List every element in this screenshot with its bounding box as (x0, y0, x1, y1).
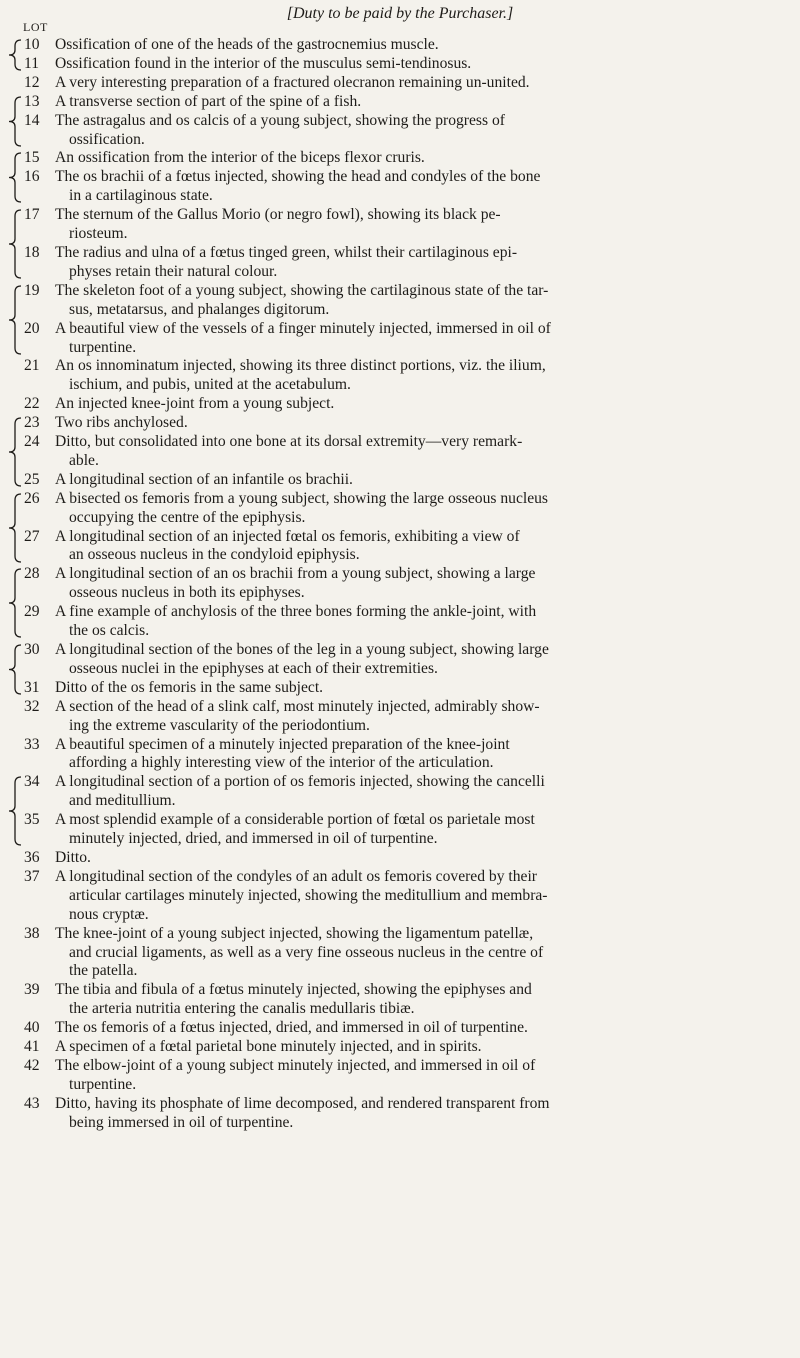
lot-description (55, 395, 775, 414)
lot-description (55, 36, 775, 55)
lot-number: 13 (24, 92, 40, 110)
lot-entry (0, 244, 800, 282)
lot-description (55, 868, 775, 925)
description-line: and meditullium. (69, 792, 176, 810)
description-line: The sternum of the Gallus Morio (or negro fowl), showing its black pe- (55, 206, 501, 224)
lot-description (55, 698, 775, 736)
lot-entry (0, 811, 800, 849)
description-line: The elbow-joint of a young subject minutely injected, and immersed in oil of (55, 1056, 536, 1074)
lot-number: 34 (24, 773, 40, 791)
lot-entry (0, 395, 800, 414)
description-line: A longitudinal section of an infantile os brachii. (55, 470, 353, 488)
description-line: being immersed in oil of turpentine. (69, 1113, 294, 1131)
lot-description (55, 565, 775, 603)
description-line: osseous nucleus in both its epiphyses. (69, 584, 305, 602)
lot-description (55, 773, 775, 811)
description-line: A longitudinal section of an os brachii from a young subject, showing a large (55, 565, 536, 583)
lot-description (55, 811, 775, 849)
description-line: ing the extreme vascularity of the periodontium. (69, 716, 370, 734)
grouping-brace (5, 152, 23, 203)
lot-entry (0, 112, 800, 150)
grouping-brace (5, 644, 23, 695)
lot-description (55, 1038, 775, 1057)
lot-description (55, 149, 775, 168)
description-line: A beautiful view of the vessels of a finger minutely injected, immersed in oil of (55, 319, 551, 337)
description-line: An ossification from the interior of the biceps flexor cruris. (55, 149, 425, 167)
lot-entry (0, 1038, 800, 1057)
lot-entry (0, 1057, 800, 1095)
grouping-brace (5, 285, 23, 355)
lot-description (55, 849, 775, 868)
lot-number: 17 (24, 206, 40, 224)
description-line: A longitudinal section of the bones of the leg in a young subject, showing large (55, 641, 549, 658)
lot-number: 38 (24, 924, 40, 942)
description-line: The knee-joint of a young subject injected, showing the ligamentum patellæ, (55, 924, 534, 942)
lot-number: 19 (24, 281, 40, 299)
lot-description (55, 168, 775, 206)
lot-number: 40 (24, 1019, 40, 1037)
lot-column-label: LOT (23, 20, 48, 34)
lot-description (55, 603, 775, 641)
lot-entry (0, 773, 800, 811)
description-line: the patella. (69, 962, 138, 980)
description-line: and crucial ligaments, as well as a very fine osseous nucleus in the centre of (69, 943, 544, 961)
lot-description (55, 1095, 775, 1133)
description-line: Ditto. (55, 848, 91, 866)
lot-entry (0, 471, 800, 490)
lot-description (55, 112, 775, 150)
description-line: osseous nuclei in the epiphyses at each of their extremities. (69, 659, 438, 677)
description-line: physes retain their natural colour. (69, 262, 278, 280)
lot-description (55, 981, 775, 1019)
lot-description (55, 925, 775, 982)
description-line: ossification. (69, 130, 145, 148)
lot-number: 39 (24, 981, 40, 999)
lot-number: 33 (24, 735, 40, 753)
lot-entry (0, 168, 800, 206)
lot-description (55, 244, 775, 282)
description-line: A specimen of a fœtal parietal bone minutely injected, and in spirits. (55, 1038, 482, 1056)
lot-description (55, 414, 775, 433)
lot-number: 25 (24, 470, 40, 488)
lot-number: 18 (24, 243, 40, 261)
description-line: Ossification found in the interior of the musculus semi-tendinosus. (55, 54, 472, 72)
lot-number: 35 (24, 811, 40, 829)
lot-entry (0, 698, 800, 736)
description-line: A bisected os femoris from a young subject, showing the large osseous nucleus (55, 489, 548, 507)
lot-entry (0, 603, 800, 641)
lot-description (55, 1019, 775, 1038)
lot-description (55, 736, 775, 774)
lot-description (55, 206, 775, 244)
lot-number: 12 (24, 73, 40, 91)
description-line: The astragalus and os calcis of a young subject, showing the progress of (55, 111, 505, 129)
description-line: An injected knee-joint from a young subject. (55, 395, 335, 413)
description-line: A most splendid example of a considerable portion of fœtal os parietale most (55, 811, 535, 829)
description-line: The skeleton foot of a young subject, showing the cartilaginous state of the tar- (55, 281, 549, 299)
page-header: [Duty to be paid by the Purchaser.] (286, 5, 514, 22)
lot-entry (0, 490, 800, 528)
lot-number: 28 (24, 565, 40, 583)
description-line: able. (69, 451, 99, 469)
description-line: Ossification of one of the heads of the gastrocnemius muscle. (55, 36, 439, 53)
description-line: nous cryptæ. (69, 905, 149, 923)
description-line: A longitudinal section of a portion of os femoris injected, showing the cancelli (55, 773, 545, 791)
grouping-brace (5, 96, 23, 147)
lot-number: 21 (24, 357, 40, 375)
lot-entry (0, 925, 800, 982)
lot-number: 29 (24, 603, 40, 621)
lot-description (55, 357, 775, 395)
lot-entry (0, 55, 800, 74)
lot-entry (0, 1019, 800, 1038)
lot-number: 10 (24, 36, 40, 53)
description-line: turpentine. (69, 1075, 137, 1093)
lot-description (55, 93, 775, 112)
grouping-brace (5, 417, 23, 487)
lot-number: 14 (24, 111, 40, 129)
lot-entry (0, 981, 800, 1019)
lot-number: 36 (24, 848, 40, 866)
lot-entry (0, 736, 800, 774)
description-line: in a cartilaginous state. (69, 187, 213, 205)
lot-entry (0, 149, 800, 168)
description-line: The radius and ulna of a fœtus tinged green, whilst their cartilaginous epi- (55, 243, 518, 261)
lot-entry (0, 357, 800, 395)
description-line: A beautiful specimen of a minutely injected preparation of the knee-joint (55, 735, 510, 753)
description-line: A fine example of anchylosis of the three bones forming the ankle-joint, with (55, 603, 537, 621)
lot-number: 22 (24, 395, 40, 413)
description-line: A section of the head of a slink calf, most minutely injected, admirably show- (55, 697, 540, 715)
description-line: the arteria nutritia entering the canalis medullaris tibiæ. (69, 1000, 415, 1018)
lot-number: 11 (24, 54, 40, 72)
lot-entry (0, 679, 800, 698)
description-line: affording a highly interesting view of the interior of the articulation. (69, 754, 494, 772)
lot-entry (0, 320, 800, 358)
description-line: Ditto, but consolidated into one bone at its dorsal extremity—very remark- (55, 433, 523, 451)
lot-entry (0, 565, 800, 603)
lot-number: 26 (24, 489, 40, 507)
lot-description (55, 490, 775, 528)
description-line: A longitudinal section of an injected fœtal os femoris, exhibiting a view of (55, 527, 520, 545)
description-line: The tibia and fibula of a fœtus minutely injected, showing the epiphyses and (55, 981, 532, 999)
description-line: occupying the centre of the epiphysis. (69, 508, 306, 526)
lot-entry (0, 868, 800, 925)
description-line: the os calcis. (69, 622, 150, 640)
description-line: Ditto, having its phosphate of lime decomposed, and rendered transparent from (55, 1094, 550, 1112)
lot-entry (0, 282, 800, 320)
description-line: Two ribs anchylosed. (55, 414, 188, 432)
description-line: The os brachii of a fœtus injected, showing the head and condyles of the bone (55, 168, 541, 186)
lot-number: 41 (24, 1038, 40, 1056)
description-line: Ditto of the os femoris in the same subject. (55, 678, 324, 696)
lot-entry (0, 528, 800, 566)
lot-number: 15 (24, 149, 40, 167)
lot-entry (0, 433, 800, 471)
lot-entry (0, 74, 800, 93)
lot-description (55, 1057, 775, 1095)
lot-entry (0, 206, 800, 244)
lot-number: 37 (24, 867, 40, 885)
description-line: ischium, and pubis, united at the acetabulum. (69, 376, 351, 394)
lot-number: 24 (24, 433, 40, 451)
lot-entry (0, 93, 800, 112)
lot-number: 30 (24, 641, 40, 658)
lot-number: 23 (24, 414, 40, 432)
grouping-brace (5, 568, 23, 638)
lot-list (0, 36, 800, 1133)
lot-number: 32 (24, 697, 40, 715)
description-line: A longitudinal section of the condyles of an adult os femoris covered by their (55, 867, 537, 885)
lot-description (55, 282, 775, 320)
lot-description (55, 55, 775, 74)
lot-entry (0, 414, 800, 433)
description-line: turpentine. (69, 338, 137, 356)
lot-entry (0, 849, 800, 868)
description-line: The os femoris of a fœtus injected, dried, and immersed in oil of turpentine. (55, 1019, 528, 1037)
lot-description (55, 74, 775, 93)
lot-number: 42 (24, 1056, 40, 1074)
lot-number: 27 (24, 527, 40, 545)
lot-number: 16 (24, 168, 40, 186)
lot-entry (0, 641, 800, 679)
lot-description (55, 471, 775, 490)
description-line: articular cartilages minutely injected, showing the meditullium and membra- (69, 886, 548, 904)
description-line: sus, metatarsus, and phalanges digitorum. (69, 300, 330, 318)
description-line: minutely injected, dried, and immersed in oil of turpentine. (69, 830, 438, 848)
lot-number: 20 (24, 319, 40, 337)
lot-number: 31 (24, 678, 40, 696)
description-line: A very interesting preparation of a fractured olecranon remaining un-united. (55, 73, 530, 91)
lot-entry (0, 36, 800, 55)
description-line: An os innominatum injected, showing its three distinct portions, viz. the ilium, (55, 357, 546, 375)
description-line: an osseous nucleus in the condyloid epiphysis. (69, 546, 360, 564)
grouping-brace (5, 39, 23, 71)
grouping-brace (5, 209, 23, 279)
lot-description (55, 679, 775, 698)
lot-description (55, 528, 775, 566)
description-line: A transverse section of part of the spine of a fish. (55, 92, 362, 110)
lot-description (55, 641, 775, 679)
lot-description (55, 320, 775, 358)
grouping-brace (5, 493, 23, 563)
lot-number: 43 (24, 1094, 40, 1112)
lot-entry (0, 1095, 800, 1133)
description-line: riosteum. (69, 225, 128, 243)
grouping-brace (5, 776, 23, 846)
lot-description (55, 433, 775, 471)
